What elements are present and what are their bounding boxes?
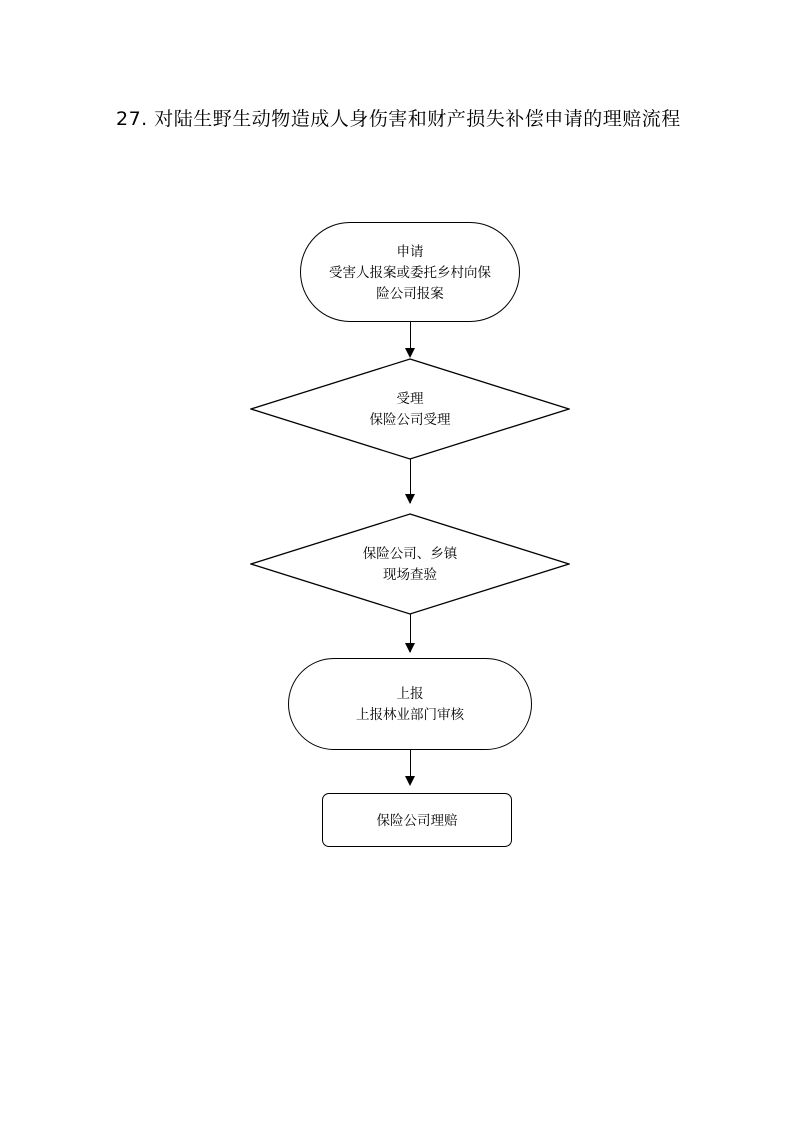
node-application-line-3: 险公司报案: [376, 285, 444, 301]
edge-report-settlement-arrow: [405, 776, 415, 786]
page-title: 27. 对陆生野生动物造成人身伤害和财产损失补偿申请的理赔流程: [116, 108, 681, 130]
node-application-line-2: 受害人报案或委托乡村向保: [329, 264, 491, 280]
node-inspection-line-2: 现场查验: [383, 567, 437, 582]
node-application-line-1: 申请: [396, 243, 424, 259]
node-settlement: [322, 793, 512, 847]
node-report: [288, 658, 532, 750]
node-settlement-line-1: 保险公司理赔: [376, 812, 458, 828]
edge-acceptance-inspection-arrow: [405, 494, 415, 504]
node-inspection: [250, 513, 570, 615]
node-inspection-line-1: 保险公司、乡镇: [362, 546, 458, 561]
node-acceptance: [250, 358, 570, 460]
node-application: [300, 222, 520, 322]
node-acceptance-line-2: 保险公司受理: [369, 412, 451, 427]
node-report-line-1: 上报: [396, 686, 424, 701]
edge-inspection-report-arrow: [405, 643, 415, 653]
node-inspection-label: [250, 513, 570, 615]
edge-application-acceptance-arrow: [405, 348, 415, 358]
node-report-line-2: 上报林业部门审核: [356, 707, 464, 722]
node-acceptance-label: [250, 358, 570, 460]
node-acceptance-line-1: 受理: [396, 391, 424, 406]
